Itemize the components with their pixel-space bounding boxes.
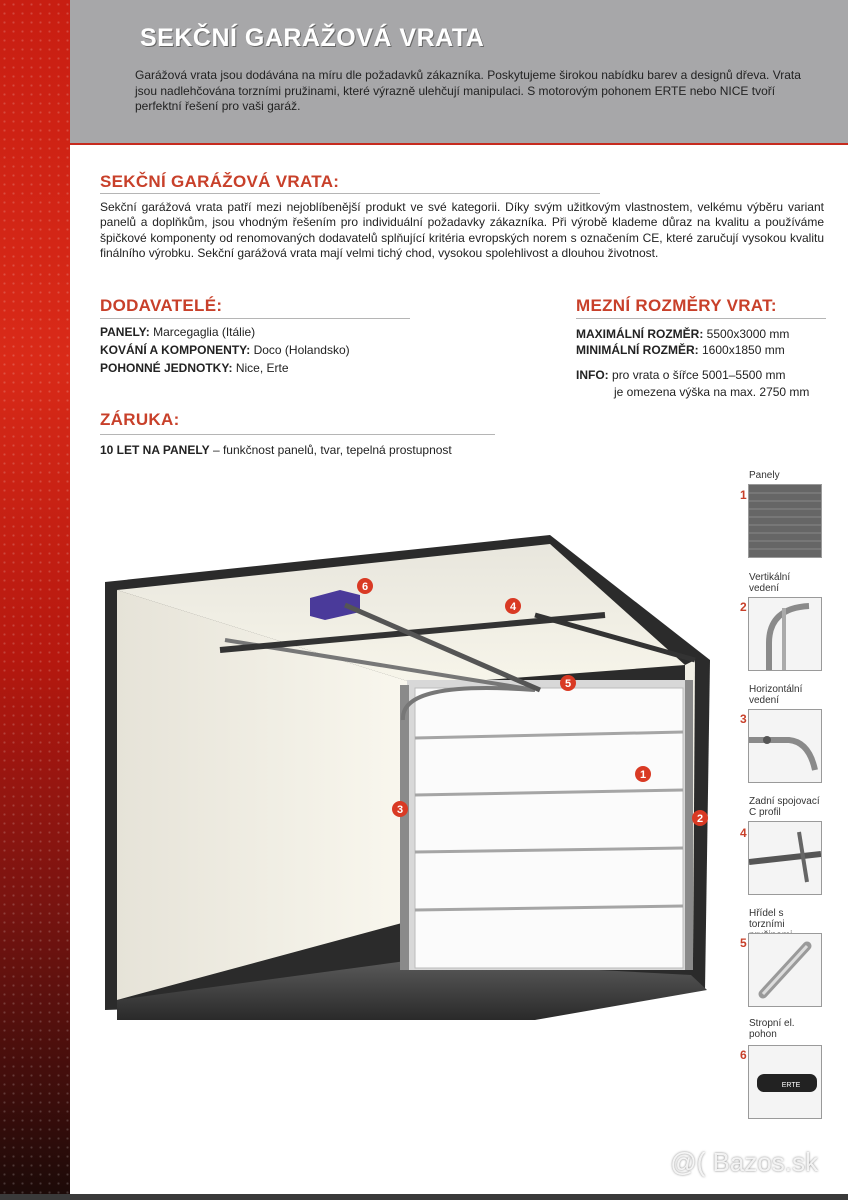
red-sidebar [0,0,70,1200]
svg-text:2: 2 [696,813,704,825]
warranty-rule [100,434,495,435]
garage-illustration [95,520,735,1030]
part-num-3: 3 [740,712,747,726]
part-label-3: Horizontální vedení [749,684,803,706]
min-size-key: MINIMÁLNÍ ROZMĚR: [576,343,699,357]
limits-rule [576,318,826,319]
suppliers-rule [100,318,410,319]
horizontal-track-icon [748,709,822,783]
motor-brand: ERTE [781,1082,801,1089]
warranty-value: – funkčnost panelů, tvar, tepelná prostupnost [212,443,452,457]
callout-4 [505,598,521,614]
part-label-4: Zadní spojovací C profil [749,796,820,818]
warranty-key: 10 LET NA PANELY [100,443,210,457]
svg-text:3: 3 [396,804,404,816]
vertical-track-left [400,685,409,970]
page-title: SEKČNÍ GARÁŽOVÁ VRATA [140,24,485,52]
callout-5 [560,675,576,691]
part-label-1: Panely [749,470,780,481]
min-size-value: 1600x1850 mm [702,343,785,357]
panel-icon [748,484,822,558]
supplier-row [100,325,255,341]
svg-text:6: 6 [361,581,369,593]
part-num-4: 4 [740,826,747,840]
warranty-heading: ZÁRUKA: [100,410,180,429]
vertical-track-icon [748,597,822,671]
bottom-strip [0,1194,848,1200]
spring-shaft-icon [748,933,822,1007]
svg-text:1: 1 [639,769,647,781]
info-line2: je omezena výška na max. 2750 mm [614,385,810,399]
c-profile-icon [748,821,822,895]
part-num-5: 5 [740,936,747,950]
part-label-6: Stropní el. pohon [749,1018,795,1040]
svg-text:5: 5 [564,678,572,690]
part-label-2: Vertikální vedení [749,572,791,594]
svg-text:4: 4 [509,601,517,613]
max-size-key: MAXIMÁLNÍ ROZMĚR: [576,327,704,341]
supplier-value: Nice, Erte [235,361,289,375]
min-size-row [576,343,785,359]
intro-rule [100,193,600,194]
supplier-value: Marcegaglia (Itálie) [153,325,256,339]
supplier-row [100,361,289,377]
callout-3 [392,801,408,817]
callout-2 [692,810,708,826]
watermark: @( Bazos.sk [670,1147,818,1177]
max-size-row [576,327,789,343]
info-row [576,368,785,384]
suppliers-heading: DODAVATELÉ: [100,296,223,315]
header-banner [70,0,848,143]
supplier-value: Doco (Holandsko) [253,343,350,357]
part-num-1: 1 [740,488,747,502]
supplier-key: KOVÁNÍ A KOMPONENTY: [100,343,251,357]
supplier-row [100,343,350,359]
ceiling-motor-icon [748,1045,822,1119]
intro-text: Sekční garážová vrata patří mezi nejoblíbenější produkt ve své kategorii. Díky svým užitkovým vlastnostem, velkému výběru variant panelů a doplňkům, jsou vhodným řešením pro individuální požadavky zákazníka. Při výrobě klademe důraz na kvalitu a používáme špičkové komponenty od renomovaných dodavatelů splňující kritéria evropských norem s označením CE, které zaručují vysokou kvalitu finálního výrobku. Sekční garážová vrata mají velmi tichý chod, vysokou spolehlivost a dlouhou životnost. [100,200,824,261]
info-line1: pro vrata o šířce 5001–5500 mm [612,368,786,382]
intro-heading: SEKČNÍ GARÁŽOVÁ VRATA: [100,172,340,191]
part-num-6: 6 [740,1048,747,1062]
header-divider [70,143,848,145]
vertical-track-right [685,680,693,970]
supplier-key: POHONNÉ JEDNOTKY: [100,361,233,375]
door [415,688,683,968]
warranty-row [100,443,452,459]
info-key: INFO: [576,368,609,382]
part-label-5: Hřídel s torzními [749,908,785,930]
callout-1 [635,766,651,782]
callout-6 [357,578,373,594]
supplier-key: PANELY: [100,325,150,339]
part-num-2: 2 [740,600,747,614]
limits-heading: MEZNÍ ROZMĚRY VRAT: [576,296,777,315]
header-intro-text: Garážová vrata jsou dodávána na míru dle požadavků zákazníka. Poskytujeme širokou nabídku barev a designů dřeva. Vrata jsou nadlehčována torzními pružinami, které výrazně ulehčují manipulaci. S motorovým pohonem ERTE nebo NICE tvoří perfektní řešení pro vaši garáž. [135,68,801,113]
max-size-value: 5500x3000 mm [706,327,790,341]
